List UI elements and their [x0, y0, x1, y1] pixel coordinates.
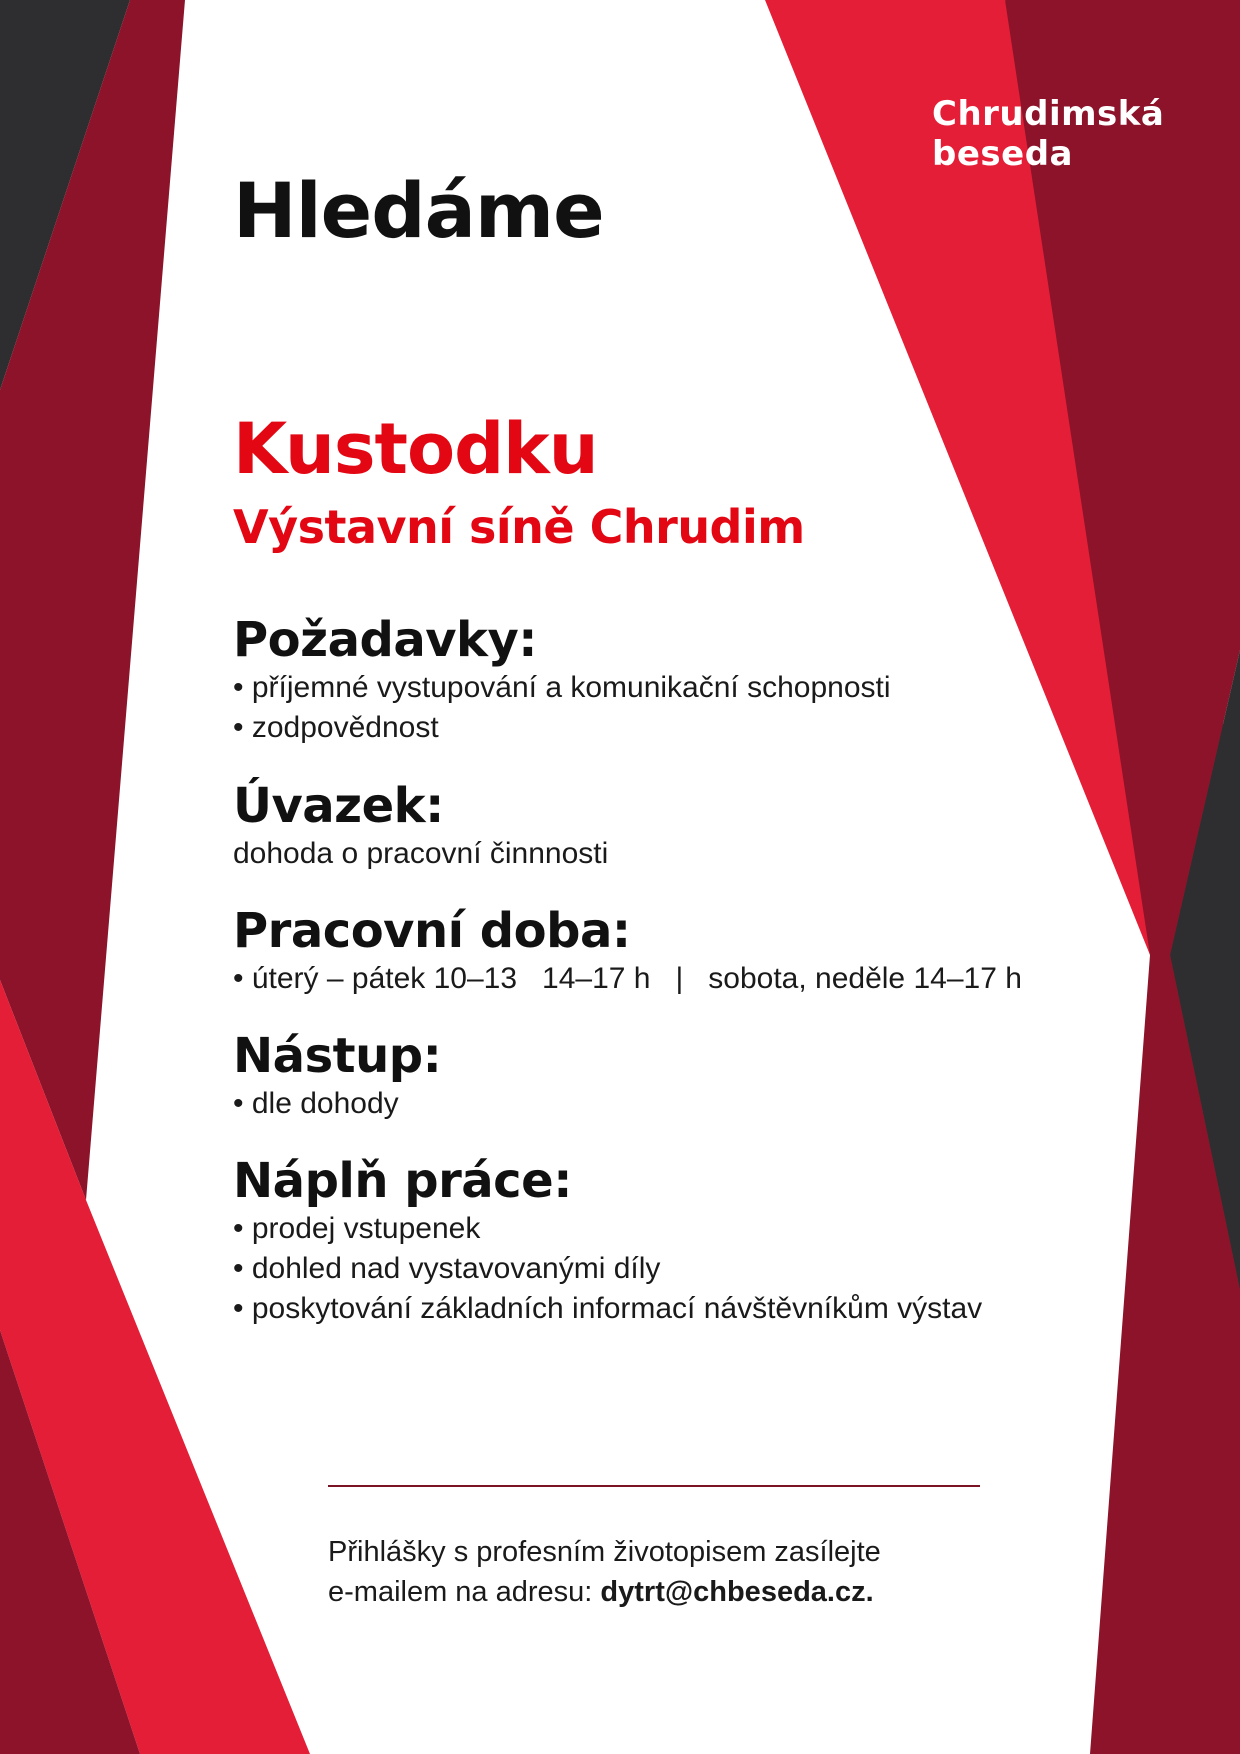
- footer-line-2-prefix: e-mailem na adresu:: [328, 1576, 601, 1608]
- list-item: • dohled nad vystavovanými díly: [233, 1252, 661, 1285]
- section-pracovni-doba: [233, 903, 1093, 999]
- section-napln-prace: [233, 1153, 1093, 1329]
- list-item: • zodpovědnost: [233, 711, 439, 744]
- position-subtitle: Výstavní síně Chrudim: [233, 500, 805, 554]
- footer-contact: [328, 1532, 881, 1612]
- brand-logo: [932, 94, 1164, 174]
- section-heading: Náplň práce:: [233, 1153, 572, 1209]
- section-nastup: [233, 1028, 1093, 1124]
- logo-line-2: beseda: [932, 134, 1073, 174]
- section-pozadavky: [233, 612, 1093, 748]
- footer-line-2: [328, 1572, 881, 1612]
- list-item: • dle dohody: [233, 1087, 399, 1120]
- section-uvazek: [233, 778, 1093, 874]
- section-heading: Nástup:: [233, 1028, 442, 1084]
- section-heading: Úvazek:: [233, 778, 444, 834]
- footer-line-1: Přihlášky s profesním životopisem zasílejte: [328, 1536, 881, 1568]
- logo-line-1: Chrudimská: [932, 94, 1165, 134]
- section-heading: Požadavky:: [233, 612, 537, 668]
- list-item: • úterý – pátek 10–13 14–17 h | sobota, neděle 14–17 h: [233, 962, 1022, 995]
- position-title: Kustodku: [233, 408, 598, 490]
- footer-divider: [328, 1485, 980, 1487]
- list-item: dohoda o pracovní činnnosti: [233, 837, 609, 870]
- main-heading: Hledáme: [233, 166, 604, 255]
- list-item: • příjemné vystupování a komunikační schopnosti: [233, 671, 891, 704]
- contact-email[interactable]: dytrt@chbeseda.cz.: [600, 1576, 874, 1608]
- list-item: • prodej vstupenek: [233, 1212, 481, 1245]
- list-item: • poskytování základních informací návštěvníkům výstav: [233, 1292, 983, 1325]
- section-heading: Pracovní doba:: [233, 903, 631, 959]
